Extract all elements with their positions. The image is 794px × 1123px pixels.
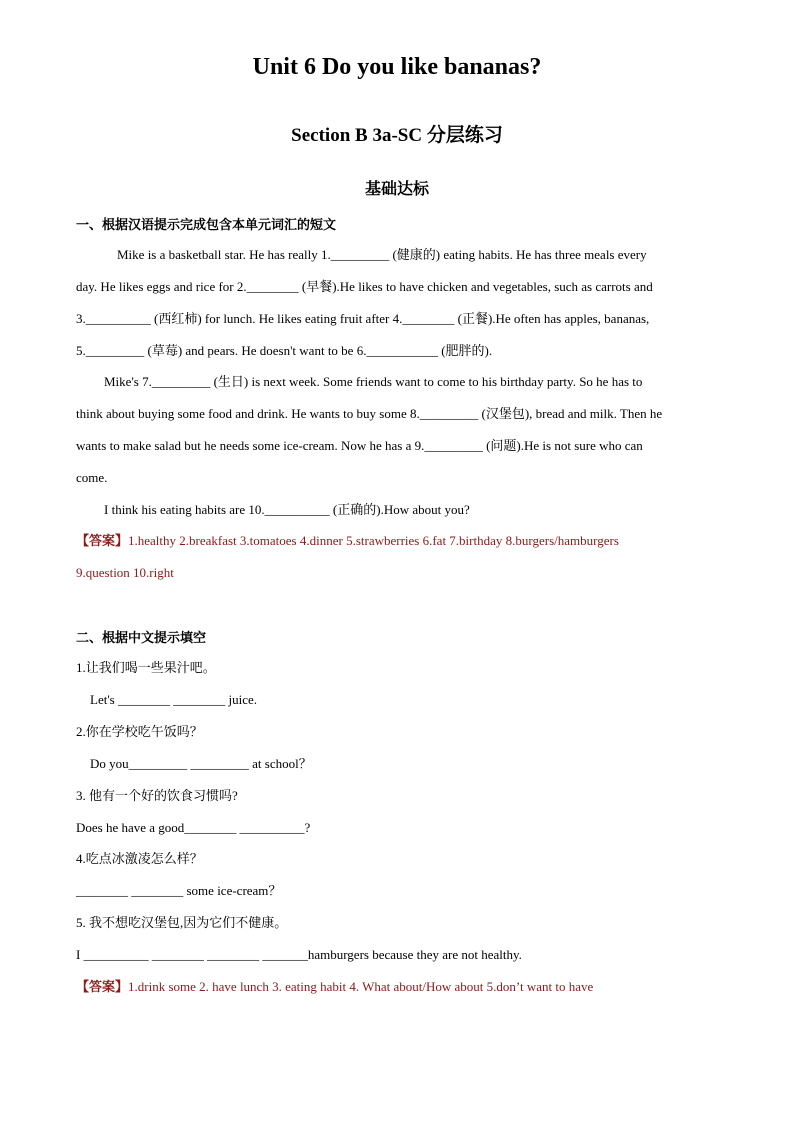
document-subtitle: Section B 3a-SC 分层练习: [291, 125, 503, 146]
level-heading: 基础达标: [364, 181, 429, 198]
document-title: Unit 6 Do you like bananas?: [252, 54, 542, 80]
paragraph-line: day. He likes eggs and rice for 2.________ (早餐).He likes to have chicken and vegetables, such as carrots and: [76, 279, 653, 294]
answer-text: 1.drink some 2. have lunch 3. eating habit 4. What about/How about 5.don’t want to have: [128, 979, 594, 994]
paragraph-line: come.: [76, 470, 108, 485]
paragraph-line: Mike is a basketball star. He has really 1._________ (健康的) eating habits. He has three meals every: [117, 247, 647, 262]
part1-answer: [76, 532, 619, 550]
paragraph-line: wants to make salad but he needs some ice-cream. Now he has a 9._________ (问题).He is not sure who can: [76, 438, 643, 453]
part2-heading: 二、根据中文提示填空: [76, 630, 207, 645]
paragraph-line: 5._________ (草莓) and pears. He doesn't want to be 6.___________ (肥胖的).: [76, 343, 493, 358]
part2-answer: [76, 978, 593, 996]
answer-tag: 【答案】: [76, 533, 129, 548]
question-blank: ________ ________ some ice-cream？: [76, 883, 282, 898]
question-blank: Let's ________ ________ juice.: [90, 692, 257, 707]
answer-text: 1.healthy 2.breakfast 3.tomatoes 4.dinner 5.strawberries 6.fat 7.birthday 8.burgers/hamburgers: [128, 533, 619, 548]
paragraph-line: I think his eating habits are 10.__________ (正确的).How about you?: [104, 502, 470, 517]
paragraph-line: think about buying some food and drink. He wants to buy some 8._________ (汉堡包), bread and milk. Then he: [76, 406, 663, 421]
answer-tag: 【答案】: [76, 979, 129, 994]
part1-answer-continued: 9.question 10.right: [76, 565, 174, 580]
paragraph-line: 3.__________ (西红柿) for lunch. He likes eating fruit after 4.________ (正餐).He often has apples, bananas,: [76, 311, 650, 326]
question-blank: I __________ ________ ________ _______hamburgers because they are not healthy.: [76, 947, 522, 962]
question-prompt: 4.吃点冰激凌怎么样？: [76, 851, 203, 866]
part1-heading: 一、根据汉语提示完成包含本单元词汇的短文: [76, 217, 337, 232]
question-prompt: 3. 他有一个好的饮食习惯吗?: [76, 788, 238, 803]
question-prompt: 5. 我不想吃汉堡包,因为它们不健康。: [76, 915, 288, 930]
question-prompt: 1.让我们喝一些果汁吧。: [76, 660, 216, 675]
question-blank: Does he have a good________ __________?: [76, 820, 311, 835]
question-prompt: 2.你在学校吃午饭吗？: [76, 724, 203, 739]
question-blank: Do you_________ _________ at school？: [90, 756, 312, 771]
paragraph-line: Mike's 7._________ (生日) is next week. Some friends want to come to his birthday party. So he has to: [104, 374, 643, 389]
